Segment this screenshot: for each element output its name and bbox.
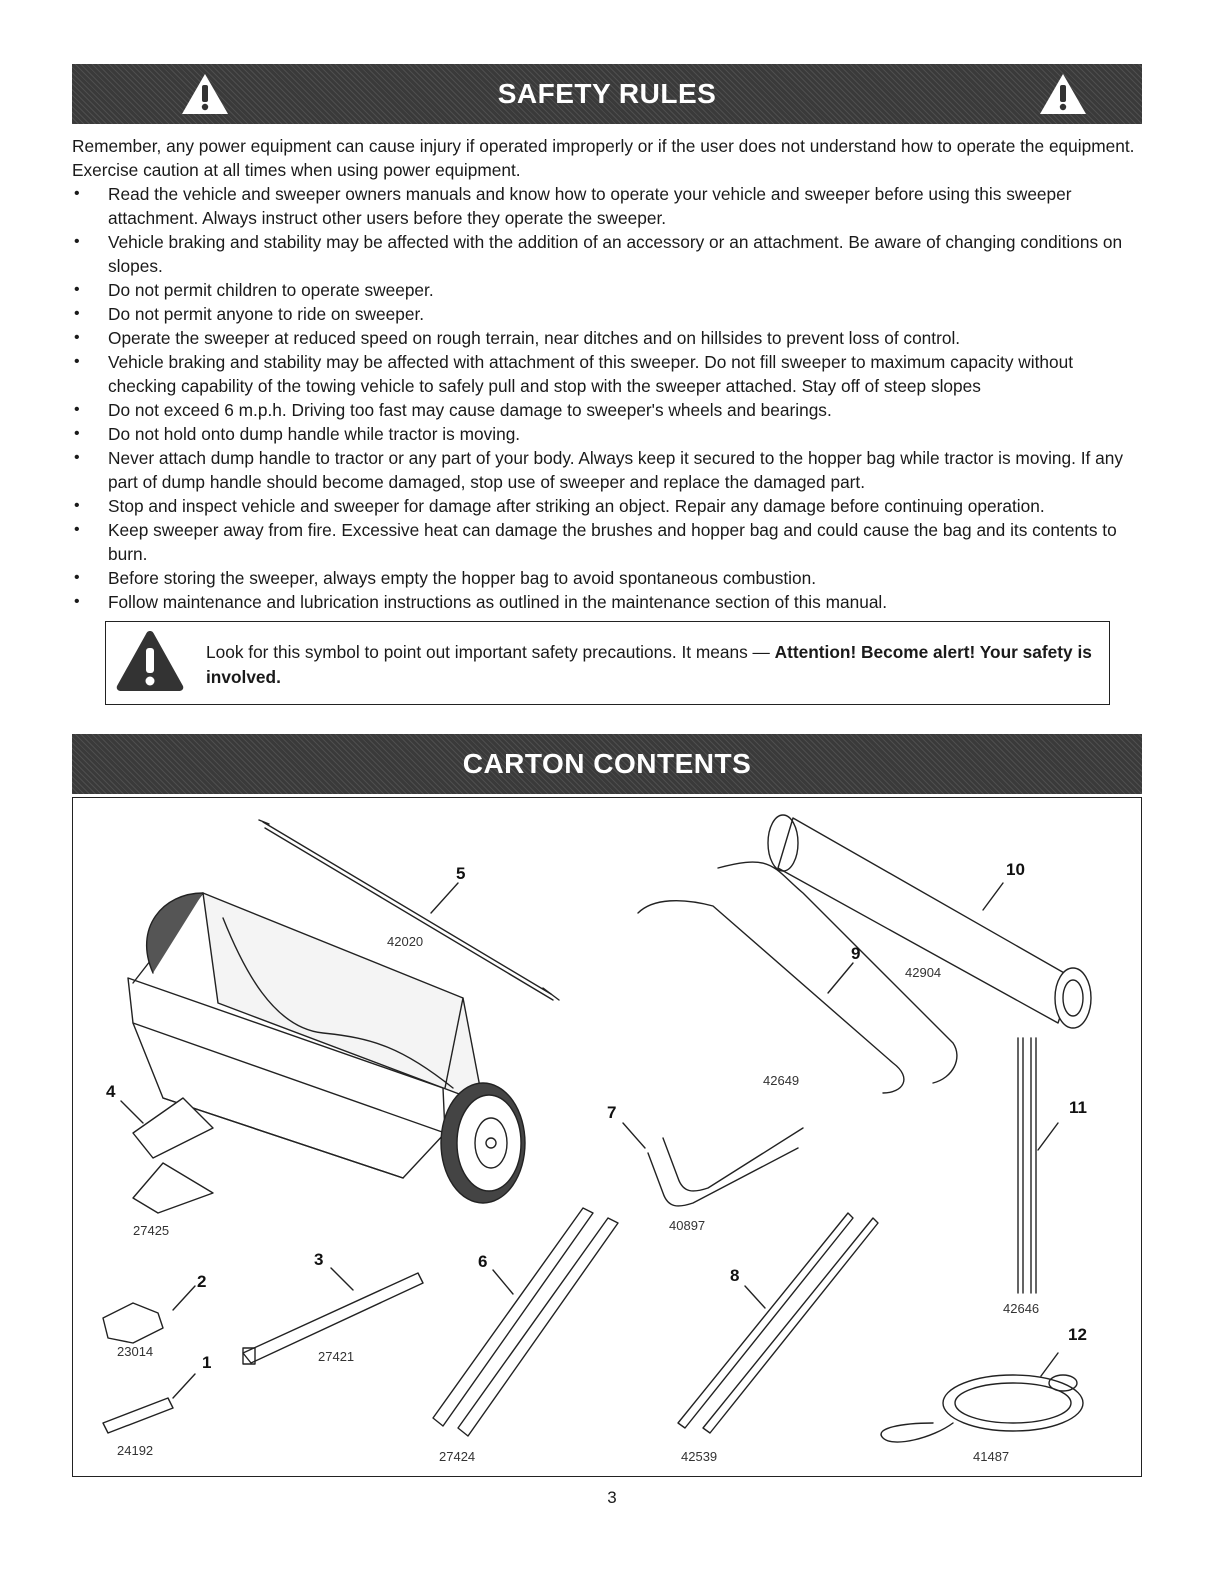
safety-rule: • Do not permit children to operate sweeper. [72, 278, 1144, 302]
part-number: 42646 [1003, 1301, 1040, 1316]
callout-number: 11 [1069, 1098, 1087, 1117]
part-27424 [433, 1208, 618, 1436]
safety-intro: Remember, any power equipment can cause injury if operated improperly or if the user does not understand how to operate the equipment. Exercise caution at all times when using power equipment. [72, 136, 1135, 180]
part-number: 42904 [905, 965, 942, 980]
part-42539 [678, 1213, 878, 1433]
carton-contents-title: CARTON CONTENTS [462, 748, 752, 779]
callout-number: 8 [730, 1266, 740, 1285]
safety-symbol-text [206, 640, 1106, 690]
callout-number: 12 [1068, 1325, 1087, 1344]
warning-triangle-icon [114, 628, 186, 694]
part-number: 27424 [439, 1449, 476, 1464]
part-40897 [648, 1128, 803, 1206]
part-number: 27425 [133, 1223, 170, 1238]
callout-number: 4 [106, 1082, 116, 1101]
warning-triangle-icon [180, 72, 230, 116]
part-42646 [1018, 1038, 1036, 1293]
callout-number: 9 [851, 944, 861, 963]
parts-illustration [73, 798, 1141, 1476]
part-number: 42539 [681, 1449, 718, 1464]
part-number: 27421 [318, 1349, 355, 1364]
part-24192 [103, 1398, 173, 1433]
safety-rule: • Do not permit anyone to ride on sweeper. [72, 302, 1144, 326]
part-number: 42649 [763, 1073, 800, 1088]
part-23014 [103, 1303, 163, 1343]
part-number: 41487 [973, 1449, 1010, 1464]
callout-number: 10 [1006, 860, 1025, 879]
callout-number: 2 [197, 1272, 207, 1291]
callout-number: 7 [607, 1103, 617, 1122]
safety-rule: • Keep sweeper away from fire. Excessive heat can damage the brushes and hopper bag and could cause the bag and its contents to burn. [72, 518, 1144, 566]
part-number: 24192 [117, 1443, 154, 1458]
safety-rule: • Read the vehicle and sweeper owners manuals and know how to operate your vehicle and sweeper before using this sweeper attachment. Always instruct other users before they operate the sweeper. [72, 182, 1144, 230]
safety-rule: • Never attach dump handle to tractor or any part of your body. Always keep it secured to the hopper bag while tractor is moving. If any part of dump handle should become damaged, stop use of sweeper and replace the damaged part. [72, 446, 1144, 494]
part-number: 42020 [387, 934, 424, 949]
notice-emphasis: Attention! Become alert! Your safety is involved. [206, 642, 1092, 687]
sweeper-wheel [441, 1083, 525, 1203]
safety-rule: • Before storing the sweeper, always empty the hopper bag to avoid spontaneous combustion. [72, 566, 1144, 590]
notice-text: Look for this symbol to point out important safety precautions. It means — [206, 642, 775, 662]
part-number: 40897 [669, 1218, 706, 1233]
safety-symbol-notice [105, 621, 1110, 705]
part-brackets-27425 [133, 1098, 213, 1213]
carton-contents-banner [72, 734, 1142, 794]
safety-rule: • Stop and inspect vehicle and sweeper for damage after striking an object. Repair any damage before continuing operation. [72, 494, 1144, 518]
safety-rule: • Vehicle braking and stability may be affected with the addition of an accessory or an attachment. Be aware of changing conditions on slopes. [72, 230, 1144, 278]
callout-number: 1 [202, 1353, 212, 1372]
safety-rules-list [72, 182, 1144, 614]
callout-number: 5 [456, 864, 466, 883]
warning-triangle-icon [1038, 72, 1088, 116]
safety-rule: • Operate the sweeper at reduced speed on rough terrain, near ditches and on hillsides to prevent loss of control. [72, 326, 1144, 350]
carton-contents-figure [72, 797, 1142, 1477]
callout-number: 3 [314, 1250, 324, 1269]
part-number: 23014 [117, 1344, 154, 1359]
safety-rule: • Do not hold onto dump handle while tractor is moving. [72, 422, 1144, 446]
safety-rules-banner [72, 64, 1142, 124]
safety-rule: • Vehicle braking and stability may be affected with attachment of this sweeper. Do not fill sweeper to maximum capacity without checking capability of the towing vehicle to safely pull and stop with the sweeper attached. Stay off of steep slopes [72, 350, 1144, 398]
callout-number: 6 [478, 1252, 488, 1271]
safety-rules-title: SAFETY RULES [497, 78, 717, 109]
safety-rule: • Do not exceed 6 m.p.h. Driving too fast may cause damage to sweeper's wheels and bearings. [72, 398, 1144, 422]
page-number: 3 [607, 1488, 617, 1507]
safety-rule: • Follow maintenance and lubrication instructions as outlined in the maintenance section of this manual. [72, 590, 1144, 614]
part-41487 [881, 1375, 1083, 1442]
